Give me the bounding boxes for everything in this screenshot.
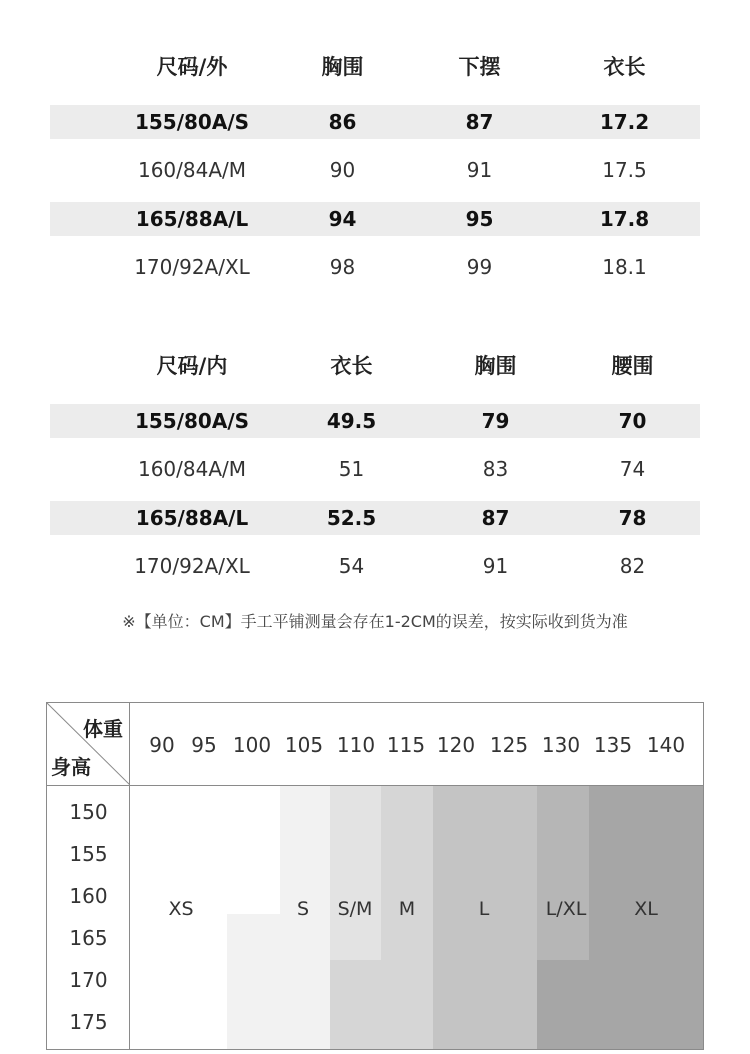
weight-axis-label: 体重 — [83, 717, 123, 741]
size-cell: 170/92A/XL — [134, 255, 250, 279]
weight-label: 130 — [541, 733, 581, 757]
length-cell: 51 — [338, 457, 365, 481]
weight-label: 110 — [336, 733, 376, 757]
height-label: 160 — [69, 884, 108, 908]
header-chest: 胸围 — [321, 55, 364, 79]
length-cell: 17.2 — [599, 110, 650, 134]
size-label-m: M — [398, 898, 416, 920]
size-label-xl: XL — [634, 898, 658, 920]
waist-cell: 74 — [619, 457, 646, 481]
chest-cell: 90 — [329, 158, 356, 182]
weight-label: 100 — [232, 733, 272, 757]
waist-cell: 82 — [619, 554, 646, 578]
weight-label: 140 — [646, 733, 686, 757]
length-cell: 52.5 — [326, 506, 377, 530]
band-m-lower — [330, 960, 381, 1049]
measurement-note: ※【单位：CM】手工平铺测量会存在1-2CM的误差，按实际收到货为准 — [122, 612, 628, 631]
band-xl-lower — [537, 960, 589, 1049]
waist-cell: 70 — [618, 409, 647, 433]
weight-label: 125 — [489, 733, 529, 757]
header-size-inner: 尺码/内 — [156, 354, 228, 378]
hem-cell: 87 — [465, 110, 494, 134]
table-row — [50, 105, 700, 139]
weight-label: 135 — [593, 733, 633, 757]
header-divider — [47, 785, 703, 786]
waist-cell: 78 — [618, 506, 647, 530]
header-length: 衣长 — [330, 354, 373, 378]
header-chest: 胸围 — [474, 354, 517, 378]
size-cell: 160/84A/M — [137, 457, 247, 481]
chest-cell: 98 — [329, 255, 356, 279]
header-hem: 下摆 — [458, 55, 501, 79]
weight-label: 95 — [191, 733, 217, 757]
height-axis-label: 身高 — [51, 755, 91, 779]
length-cell: 49.5 — [326, 409, 377, 433]
height-label: 175 — [69, 1010, 108, 1034]
hem-cell: 95 — [465, 207, 494, 231]
weight-label: 105 — [284, 733, 324, 757]
hem-cell: 91 — [466, 158, 493, 182]
chest-cell: 83 — [482, 457, 509, 481]
header-length: 衣长 — [603, 55, 646, 79]
height-label: 155 — [69, 842, 108, 866]
chest-cell: 86 — [328, 110, 357, 134]
table-row — [50, 250, 700, 284]
chart-corner-header — [47, 703, 130, 785]
table-row — [50, 452, 700, 486]
band-s-lower — [227, 914, 280, 1049]
header-size-outer: 尺码/外 — [156, 55, 228, 79]
length-cell: 54 — [338, 554, 365, 578]
height-label: 150 — [69, 800, 108, 824]
length-cell: 17.8 — [599, 207, 650, 231]
hem-cell: 99 — [466, 255, 493, 279]
weight-label: 120 — [436, 733, 476, 757]
height-label: 165 — [69, 926, 108, 950]
chest-cell: 87 — [481, 506, 510, 530]
table-row — [50, 202, 700, 236]
size-cell: 165/88A/L — [135, 207, 249, 231]
outer-table-header — [50, 44, 700, 88]
size-label-xs: XS — [168, 898, 194, 920]
outer-size-table — [50, 44, 700, 294]
size-recommendation-chart — [46, 702, 704, 1050]
size-label-lxl: L/XL — [545, 898, 587, 920]
size-cell: 165/88A/L — [135, 506, 249, 530]
table-row — [50, 501, 700, 535]
size-cell: 155/80A/S — [134, 110, 250, 134]
length-cell: 18.1 — [602, 255, 647, 279]
inner-size-table — [50, 343, 700, 593]
size-cell: 155/80A/S — [134, 409, 250, 433]
size-cell: 160/84A/M — [137, 158, 247, 182]
table-row — [50, 404, 700, 438]
inner-table-header — [50, 343, 700, 387]
table-row — [50, 549, 700, 583]
size-label-sm: S/M — [337, 898, 373, 920]
length-cell: 17.5 — [602, 158, 647, 182]
size-label-s: S — [296, 898, 310, 920]
weight-label: 90 — [149, 733, 175, 757]
height-label: 170 — [69, 968, 108, 992]
size-label-l: L — [478, 898, 490, 920]
weight-label: 115 — [386, 733, 426, 757]
header-waist: 腰围 — [611, 354, 654, 378]
chest-cell: 79 — [481, 409, 510, 433]
chest-cell: 91 — [482, 554, 509, 578]
table-row — [50, 153, 700, 187]
chest-cell: 94 — [328, 207, 357, 231]
size-cell: 170/92A/XL — [134, 554, 250, 578]
